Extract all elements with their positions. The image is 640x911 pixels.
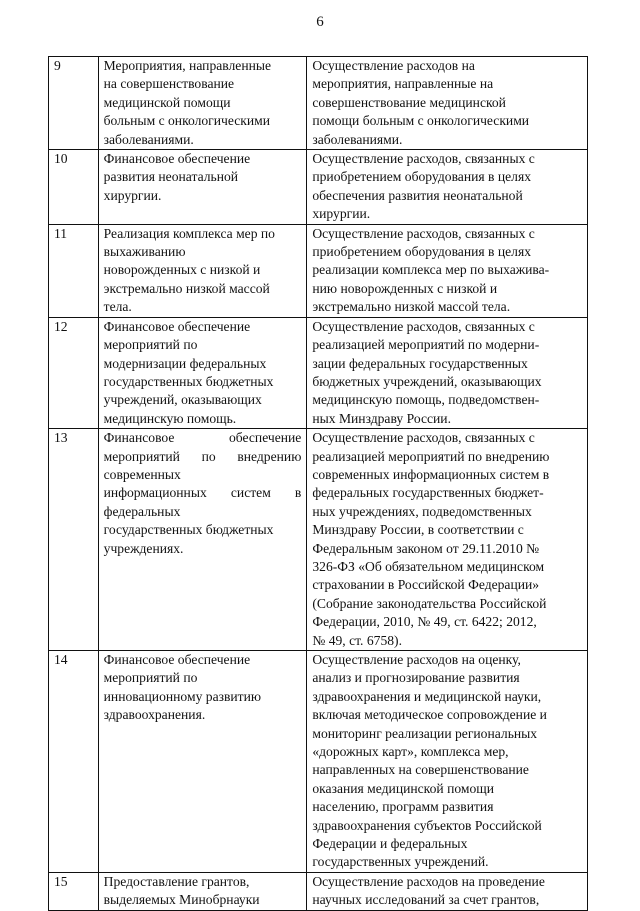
- table-row: [49, 651, 588, 873]
- expense-description-line: 326-ФЗ «Об обязательном медицинском: [312, 558, 545, 574]
- row-number: 12: [49, 317, 99, 428]
- measure-name-line: федеральных: [103, 503, 181, 519]
- expense-description-line: приобретением оборудования в целях: [312, 244, 532, 260]
- expense-description-line: научных исследований за счет грантов,: [312, 892, 540, 908]
- expense-description-line: зации федеральных государственных: [312, 355, 528, 371]
- measure-name-line: медицинскую помощь.: [103, 410, 237, 426]
- measure-name-line: информационных систем в: [103, 485, 302, 501]
- measure-name-cell: [98, 651, 307, 873]
- expense-description-line: мониторинг реализации региональных: [312, 725, 538, 741]
- expense-description-line: экстремально низкой массой тела.: [312, 299, 511, 315]
- expense-description-line: федеральных государственных бюджет-: [312, 485, 544, 501]
- expense-description-line: «дорожных карт», комплекса мер,: [312, 744, 509, 760]
- expense-description-line: здравоохранения субъектов Российской: [312, 817, 542, 833]
- expense-description-line: бюджетных учреждений, оказывающих: [312, 373, 542, 389]
- expense-description-cell: [307, 57, 588, 150]
- measure-name-line: государственных бюджетных: [103, 522, 274, 538]
- expense-description-line: здравоохранения и медицинской науки,: [312, 688, 542, 704]
- expense-description-line: ных Минздраву России.: [312, 410, 451, 426]
- measure-name-cell: [98, 224, 307, 317]
- expense-description-line: современных информационных систем в: [312, 466, 550, 482]
- expense-description-line: Осуществление расходов на оценку,: [312, 652, 521, 667]
- table-row: [49, 57, 588, 150]
- measure-name-line: заболеваниями.: [103, 131, 194, 147]
- expense-description-line: нию новорожденных с низкой и: [312, 280, 498, 296]
- expense-description-line: обеспечения развития неонатальной: [312, 187, 523, 203]
- measure-name-line: учреждений, оказывающих: [103, 392, 262, 408]
- expense-description-line: заболеваниями.: [312, 131, 403, 147]
- measure-name-line: выхаживанию: [103, 244, 186, 260]
- table-row: [49, 150, 588, 225]
- measures-table-body: [49, 57, 588, 911]
- measure-name-line: экстремально низкой массой: [103, 280, 270, 296]
- expense-description-line: совершенствование медицинской: [312, 94, 506, 110]
- measure-name-line: выделяемых Минобрнауки: [103, 892, 260, 908]
- expense-description-line: помощи больным с онкологическими: [312, 113, 530, 129]
- expense-description-line: приобретением оборудования в целях: [312, 169, 532, 185]
- measure-name-line: Финансовое обеспечение: [103, 151, 251, 167]
- measure-name-line: хирургии.: [103, 187, 162, 203]
- expense-description-line: медицинскую помощь, подведомствен-: [312, 392, 540, 408]
- measure-name-line: инновационному развитию: [103, 688, 262, 704]
- expense-description-cell: [307, 224, 588, 317]
- measure-name-line: Мероприятия, направленные: [103, 58, 272, 73]
- expense-description-cell: [307, 651, 588, 873]
- expense-description-line: Осуществление расходов, связанных с: [312, 225, 535, 241]
- expense-description-line: Осуществление расходов, связанных с: [312, 151, 535, 167]
- measure-name-line: развития неонатальной: [103, 169, 239, 185]
- measure-name-line: модернизации федеральных: [103, 355, 267, 371]
- expense-description-line: реализацией мероприятий по модерни-: [312, 337, 540, 353]
- measure-name-line: Финансовое обеспечение: [103, 652, 251, 667]
- page-number: 6: [316, 14, 324, 30]
- expense-description-line: реализацией мероприятий по внедрению: [312, 448, 550, 464]
- expense-description-line: реализации комплекса мер по выхажива-: [312, 262, 550, 278]
- expense-description-line: государственных учреждений.: [312, 854, 489, 870]
- expense-description-line: анализ и прогнозирование развития: [312, 670, 520, 686]
- measure-name-line: современных: [103, 466, 181, 482]
- expense-description-line: Осуществление расходов, связанных с: [312, 430, 535, 446]
- measure-name-line: учреждениях.: [103, 540, 184, 556]
- expense-description-line: Осуществление расходов на: [312, 58, 475, 73]
- table-row: [49, 224, 588, 317]
- row-number: 9: [49, 57, 99, 150]
- expense-description-cell: [307, 429, 588, 651]
- expense-description-line: страховании в Российской Федерации»: [312, 577, 540, 593]
- measure-name-line: Финансовое обеспечение: [103, 430, 302, 446]
- measures-table: [48, 56, 588, 911]
- measure-name-cell: [98, 317, 307, 428]
- measure-name-line: больным с онкологическими: [103, 113, 271, 129]
- expense-description-line: мероприятия, направленные на: [312, 76, 494, 92]
- measure-name-line: новорожденных с низкой и: [103, 262, 261, 278]
- measure-name-line: медицинской помощи: [103, 94, 231, 110]
- expense-description-line: Осуществление расходов на проведение: [312, 873, 545, 889]
- measure-name-cell: [98, 150, 307, 225]
- expense-description-line: Минздраву России, в соответствии с: [312, 522, 524, 538]
- row-number: 15: [49, 872, 99, 910]
- expense-description-cell: [307, 150, 588, 225]
- measure-name-line: здравоохранения.: [103, 707, 206, 723]
- measure-name-line: мероприятий по: [103, 337, 198, 353]
- measure-name-cell: [98, 429, 307, 651]
- expense-description-cell: [307, 317, 588, 428]
- expense-description-line: направленных на совершенствование: [312, 762, 529, 778]
- expense-description-line: ных учреждениях, подведомственных: [312, 503, 532, 519]
- table-row: [49, 429, 588, 651]
- measure-name-cell: [98, 57, 307, 150]
- row-number: 10: [49, 150, 99, 225]
- expense-description-line: Федерации, 2010, № 49, ст. 6422; 2012,: [312, 614, 537, 630]
- expense-description-line: (Собрание законодательства Российской: [312, 595, 547, 611]
- expense-description-line: хирургии.: [312, 206, 371, 222]
- measure-name-line: мероприятий по внедрению: [103, 448, 302, 464]
- expense-description-line: № 49, ст. 6758).: [312, 632, 402, 648]
- expense-description-line: населению, программ развития: [312, 799, 494, 815]
- row-number: 11: [49, 224, 99, 317]
- measure-name-line: мероприятий по: [103, 670, 198, 686]
- expense-description-line: включая методическое сопровождение и: [312, 707, 547, 723]
- expense-description-line: Федеральным законом от 29.11.2010 №: [312, 540, 540, 556]
- row-number: 13: [49, 429, 99, 651]
- measure-name-line: Предоставление грантов,: [103, 873, 250, 889]
- measure-name-line: Реализация комплекса мер по: [103, 225, 275, 241]
- row-number: 14: [49, 651, 99, 873]
- measure-name-line: государственных бюджетных: [103, 373, 274, 389]
- table-row: [49, 317, 588, 428]
- measure-name-line: на совершенствование: [103, 76, 235, 92]
- expense-description-line: Осуществление расходов, связанных с: [312, 318, 535, 334]
- expense-description-line: оказания медицинской помощи: [312, 780, 495, 796]
- measure-name-line: Финансовое обеспечение: [103, 318, 251, 334]
- expense-description-line: Федерации и федеральных: [312, 836, 468, 852]
- measure-name-line: тела.: [103, 299, 132, 315]
